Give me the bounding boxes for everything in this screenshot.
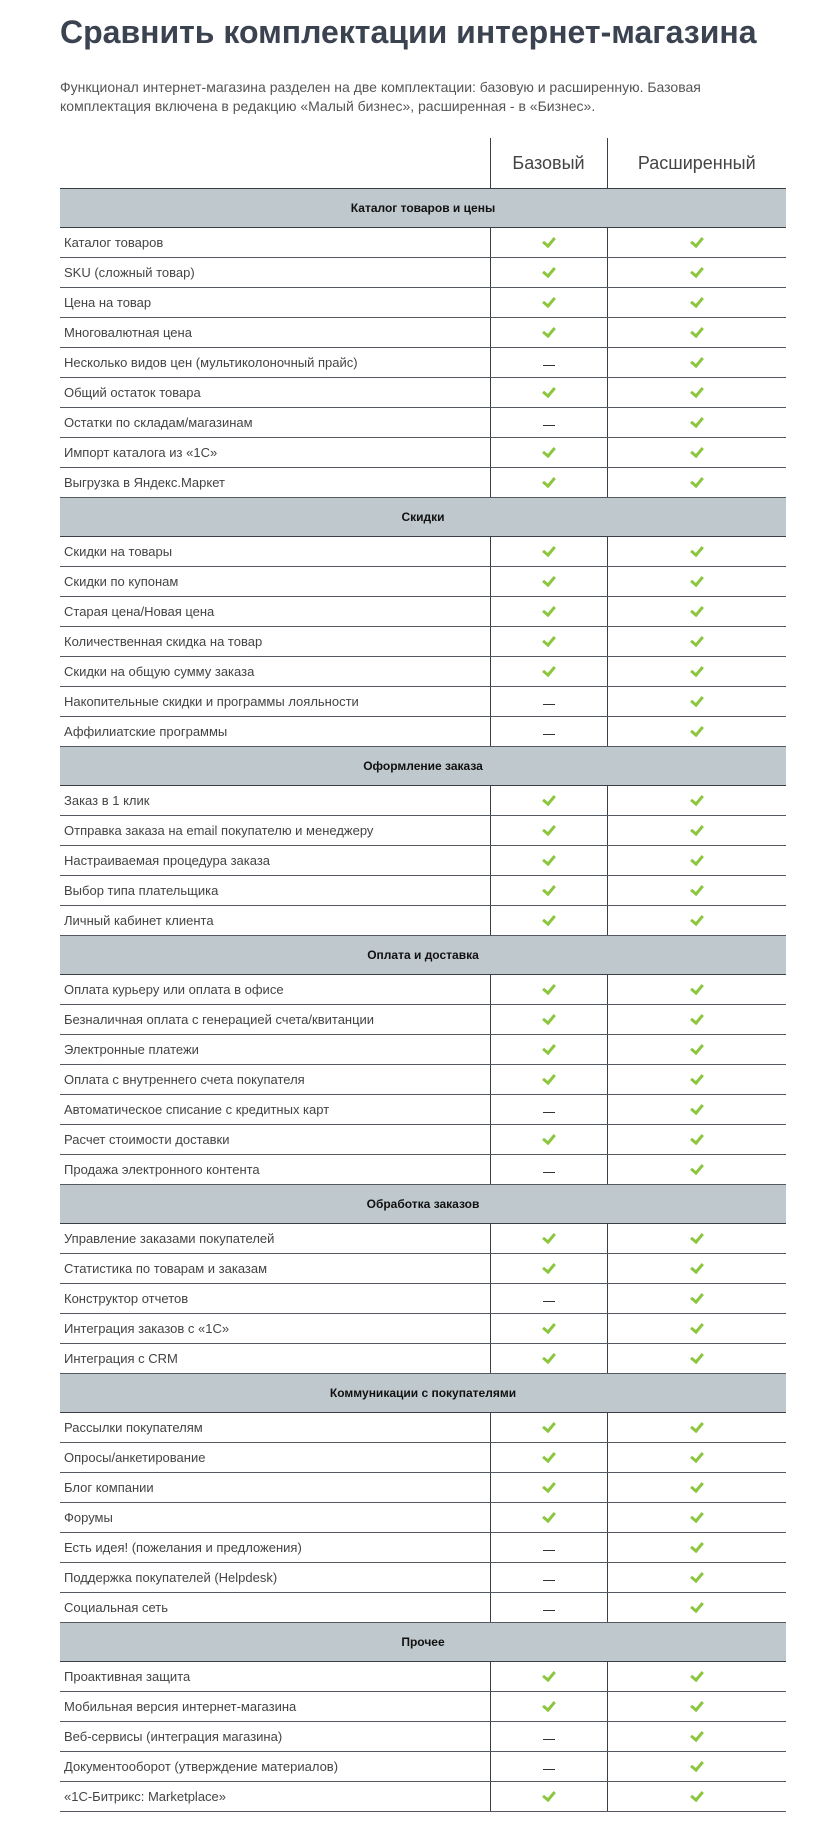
checkmark-icon bbox=[690, 294, 704, 308]
extended-value-cell bbox=[607, 1722, 786, 1752]
feature-name: Статистика по товарам и заказам bbox=[60, 1254, 490, 1284]
extended-value-cell bbox=[607, 567, 786, 597]
base-value-cell bbox=[490, 1314, 607, 1344]
section-title: Обработка заказов bbox=[60, 1185, 786, 1224]
feature-name: Расчет стоимости доставки bbox=[60, 1125, 490, 1155]
base-value-cell bbox=[490, 537, 607, 567]
extended-value-cell bbox=[607, 597, 786, 627]
base-value-cell bbox=[490, 1344, 607, 1374]
section-header-row bbox=[60, 498, 786, 537]
feature-name: Безналичная оплата с генерацией счета/квитанции bbox=[60, 1005, 490, 1035]
checkmark-icon bbox=[542, 573, 556, 587]
checkmark-icon bbox=[690, 792, 704, 806]
base-value-cell bbox=[490, 468, 607, 498]
table-row bbox=[60, 1413, 786, 1443]
dash-icon bbox=[543, 1739, 555, 1740]
feature-name: Заказ в 1 клик bbox=[60, 786, 490, 816]
feature-name: Есть идея! (пожелания и предложения) bbox=[60, 1533, 490, 1563]
table-row bbox=[60, 846, 786, 876]
dash-icon bbox=[543, 1550, 555, 1551]
checkmark-icon bbox=[542, 1449, 556, 1463]
feature-name: «1С-Битрикс: Marketplace» bbox=[60, 1782, 490, 1812]
section-title: Коммуникации с покупателями bbox=[60, 1374, 786, 1413]
checkmark-icon bbox=[690, 693, 704, 707]
base-value-cell bbox=[490, 348, 607, 378]
extended-value-cell bbox=[607, 1533, 786, 1563]
checkmark-icon bbox=[690, 1320, 704, 1334]
checkmark-icon bbox=[690, 354, 704, 368]
section-header-row bbox=[60, 189, 786, 228]
base-value-cell bbox=[490, 438, 607, 468]
extended-value-cell bbox=[607, 1224, 786, 1254]
base-value-cell bbox=[490, 816, 607, 846]
table-row bbox=[60, 1344, 786, 1374]
table-row bbox=[60, 1533, 786, 1563]
dash-icon bbox=[543, 1112, 555, 1113]
base-value-cell bbox=[490, 1473, 607, 1503]
checkmark-icon bbox=[690, 1449, 704, 1463]
extended-value-cell bbox=[607, 1125, 786, 1155]
table-row bbox=[60, 1503, 786, 1533]
checkmark-icon bbox=[542, 1320, 556, 1334]
feature-name: Отправка заказа на email покупателю и менеджеру bbox=[60, 816, 490, 846]
extended-value-cell bbox=[607, 1095, 786, 1125]
checkmark-icon bbox=[690, 1668, 704, 1682]
dash-icon bbox=[543, 365, 555, 366]
feature-name: Количественная скидка на товар bbox=[60, 627, 490, 657]
section-title: Каталог товаров и цены bbox=[60, 189, 786, 228]
base-value-cell bbox=[490, 1533, 607, 1563]
checkmark-icon bbox=[542, 1509, 556, 1523]
extended-value-cell bbox=[607, 1782, 786, 1812]
base-value-cell bbox=[490, 1005, 607, 1035]
extended-value-cell bbox=[607, 627, 786, 657]
base-value-cell bbox=[490, 1503, 607, 1533]
section-header-row bbox=[60, 1374, 786, 1413]
feature-name: Продажа электронного контента bbox=[60, 1155, 490, 1185]
extended-value-cell bbox=[607, 1065, 786, 1095]
table-row bbox=[60, 876, 786, 906]
feature-name: Проактивная защита bbox=[60, 1662, 490, 1692]
section-header-row bbox=[60, 1185, 786, 1224]
feature-name: Скидки на товары bbox=[60, 537, 490, 567]
checkmark-icon bbox=[542, 1260, 556, 1274]
table-row bbox=[60, 1443, 786, 1473]
table-row bbox=[60, 567, 786, 597]
extended-value-cell bbox=[607, 378, 786, 408]
checkmark-icon bbox=[542, 384, 556, 398]
base-value-cell bbox=[490, 627, 607, 657]
dash-icon bbox=[543, 734, 555, 735]
checkmark-icon bbox=[690, 633, 704, 647]
checkmark-icon bbox=[542, 1668, 556, 1682]
checkmark-icon bbox=[542, 264, 556, 278]
feature-name: Электронные платежи bbox=[60, 1035, 490, 1065]
base-value-cell bbox=[490, 288, 607, 318]
feature-name: Выгрузка в Яндекс.Маркет bbox=[60, 468, 490, 498]
checkmark-icon bbox=[690, 723, 704, 737]
checkmark-icon bbox=[690, 1230, 704, 1244]
checkmark-icon bbox=[690, 1041, 704, 1055]
base-value-cell bbox=[490, 687, 607, 717]
base-value-cell bbox=[490, 567, 607, 597]
table-row bbox=[60, 1224, 786, 1254]
checkmark-icon bbox=[690, 603, 704, 617]
extended-value-cell bbox=[607, 846, 786, 876]
feature-name: Документооборот (утверждение материалов) bbox=[60, 1752, 490, 1782]
table-row bbox=[60, 537, 786, 567]
table-row bbox=[60, 1035, 786, 1065]
checkmark-icon bbox=[542, 1041, 556, 1055]
checkmark-icon bbox=[542, 1788, 556, 1802]
extended-value-cell bbox=[607, 687, 786, 717]
table-row bbox=[60, 1155, 786, 1185]
section-title: Прочее bbox=[60, 1623, 786, 1662]
extended-value-cell bbox=[607, 1752, 786, 1782]
feature-name: Форумы bbox=[60, 1503, 490, 1533]
section-header-row bbox=[60, 1623, 786, 1662]
feature-name: Скидки на общую сумму заказа bbox=[60, 657, 490, 687]
base-value-cell bbox=[490, 1095, 607, 1125]
section-title: Оформление заказа bbox=[60, 747, 786, 786]
feature-name: Интеграция с CRM bbox=[60, 1344, 490, 1374]
checkmark-icon bbox=[690, 1290, 704, 1304]
base-value-cell bbox=[490, 597, 607, 627]
table-row bbox=[60, 1284, 786, 1314]
checkmark-icon bbox=[690, 324, 704, 338]
base-value-cell bbox=[490, 1413, 607, 1443]
extended-value-cell bbox=[607, 1344, 786, 1374]
table-row bbox=[60, 657, 786, 687]
base-value-cell bbox=[490, 1065, 607, 1095]
extended-value-cell bbox=[607, 258, 786, 288]
table-row bbox=[60, 1782, 786, 1812]
checkmark-icon bbox=[542, 633, 556, 647]
table-row bbox=[60, 906, 786, 936]
checkmark-icon bbox=[690, 264, 704, 278]
feature-name: Автоматическое списание с кредитных карт bbox=[60, 1095, 490, 1125]
table-row bbox=[60, 288, 786, 318]
extended-value-cell bbox=[607, 318, 786, 348]
base-value-cell bbox=[490, 906, 607, 936]
section-title: Скидки bbox=[60, 498, 786, 537]
base-value-cell bbox=[490, 1593, 607, 1623]
base-value-cell bbox=[490, 846, 607, 876]
extended-value-cell bbox=[607, 1503, 786, 1533]
base-value-cell bbox=[490, 378, 607, 408]
checkmark-icon bbox=[542, 1071, 556, 1085]
checkmark-icon bbox=[542, 1131, 556, 1145]
checkmark-icon bbox=[542, 1698, 556, 1712]
checkmark-icon bbox=[690, 414, 704, 428]
feature-name: Общий остаток товара bbox=[60, 378, 490, 408]
feature-name: Веб-сервисы (интеграция магазина) bbox=[60, 1722, 490, 1752]
base-value-cell bbox=[490, 1443, 607, 1473]
checkmark-icon bbox=[542, 474, 556, 488]
feature-name: Блог компании bbox=[60, 1473, 490, 1503]
checkmark-icon bbox=[690, 1539, 704, 1553]
table-row bbox=[60, 1254, 786, 1284]
base-value-cell bbox=[490, 318, 607, 348]
extended-value-cell bbox=[607, 1284, 786, 1314]
checkmark-icon bbox=[542, 1479, 556, 1493]
base-value-cell bbox=[490, 1722, 607, 1752]
base-value-cell bbox=[490, 1662, 607, 1692]
extended-value-cell bbox=[607, 1005, 786, 1035]
table-row bbox=[60, 627, 786, 657]
checkmark-icon bbox=[690, 573, 704, 587]
extended-value-cell bbox=[607, 537, 786, 567]
table-row bbox=[60, 258, 786, 288]
checkmark-icon bbox=[542, 234, 556, 248]
feature-name: Накопительные скидки и программы лояльности bbox=[60, 687, 490, 717]
table-row bbox=[60, 468, 786, 498]
feature-name: Поддержка покупателей (Helpdesk) bbox=[60, 1563, 490, 1593]
base-value-cell bbox=[490, 1563, 607, 1593]
dash-icon bbox=[543, 704, 555, 705]
checkmark-icon bbox=[690, 474, 704, 488]
table-row bbox=[60, 1563, 786, 1593]
checkmark-icon bbox=[690, 852, 704, 866]
base-value-cell bbox=[490, 717, 607, 747]
table-row bbox=[60, 438, 786, 468]
checkmark-icon bbox=[542, 663, 556, 677]
feature-name: Выбор типа плательщика bbox=[60, 876, 490, 906]
header-extended-column: Расширенный bbox=[607, 138, 786, 189]
feature-name: Социальная сеть bbox=[60, 1593, 490, 1623]
checkmark-icon bbox=[690, 444, 704, 458]
extended-value-cell bbox=[607, 657, 786, 687]
checkmark-icon bbox=[690, 543, 704, 557]
table-row bbox=[60, 378, 786, 408]
table-row bbox=[60, 1125, 786, 1155]
header-base-column: Базовый bbox=[490, 138, 607, 189]
table-row bbox=[60, 786, 786, 816]
checkmark-icon bbox=[690, 1419, 704, 1433]
base-value-cell bbox=[490, 975, 607, 1005]
intro-text: Функционал интернет-магазина разделен на две комплектации: базовую и расширенную. Базовая комплектация включена в редакцию «Малый бизнес», расширенная - в «Бизнес». bbox=[60, 79, 701, 114]
checkmark-icon bbox=[542, 543, 556, 557]
feature-name: Оплата с внутреннего счета покупателя bbox=[60, 1065, 490, 1095]
checkmark-icon bbox=[690, 1599, 704, 1613]
extended-value-cell bbox=[607, 816, 786, 846]
extended-value-cell bbox=[607, 408, 786, 438]
checkmark-icon bbox=[690, 981, 704, 995]
extended-value-cell bbox=[607, 717, 786, 747]
extended-value-cell bbox=[607, 1662, 786, 1692]
feature-name: Личный кабинет клиента bbox=[60, 906, 490, 936]
table-row bbox=[60, 228, 786, 258]
base-value-cell bbox=[490, 1224, 607, 1254]
feature-name: Управление заказами покупателей bbox=[60, 1224, 490, 1254]
extended-value-cell bbox=[607, 906, 786, 936]
base-value-cell bbox=[490, 408, 607, 438]
header-feature-cell bbox=[60, 138, 490, 189]
extended-value-cell bbox=[607, 1413, 786, 1443]
base-value-cell bbox=[490, 258, 607, 288]
extended-value-cell bbox=[607, 1443, 786, 1473]
checkmark-icon bbox=[542, 603, 556, 617]
table-row bbox=[60, 1473, 786, 1503]
checkmark-icon bbox=[690, 1728, 704, 1742]
base-value-cell bbox=[490, 1155, 607, 1185]
checkmark-icon bbox=[690, 1350, 704, 1364]
extended-value-cell bbox=[607, 876, 786, 906]
checkmark-icon bbox=[542, 444, 556, 458]
checkmark-icon bbox=[542, 294, 556, 308]
extended-value-cell bbox=[607, 228, 786, 258]
checkmark-icon bbox=[690, 1071, 704, 1085]
checkmark-icon bbox=[690, 384, 704, 398]
dash-icon bbox=[543, 1769, 555, 1770]
extended-value-cell bbox=[607, 438, 786, 468]
checkmark-icon bbox=[690, 234, 704, 248]
checkmark-icon bbox=[690, 1011, 704, 1025]
base-value-cell bbox=[490, 657, 607, 687]
checkmark-icon bbox=[690, 1101, 704, 1115]
checkmark-icon bbox=[542, 852, 556, 866]
table-body bbox=[60, 189, 786, 1812]
checkmark-icon bbox=[690, 1509, 704, 1523]
feature-name: Импорт каталога из «1С» bbox=[60, 438, 490, 468]
feature-name: Оплата курьеру или оплата в офисе bbox=[60, 975, 490, 1005]
extended-value-cell bbox=[607, 1035, 786, 1065]
base-value-cell bbox=[490, 1035, 607, 1065]
checkmark-icon bbox=[690, 663, 704, 677]
table-row bbox=[60, 816, 786, 846]
base-value-cell bbox=[490, 1284, 607, 1314]
checkmark-icon bbox=[542, 822, 556, 836]
checkmark-icon bbox=[690, 1260, 704, 1274]
table-row bbox=[60, 1005, 786, 1035]
table-row bbox=[60, 1593, 786, 1623]
checkmark-icon bbox=[542, 912, 556, 926]
feature-name: Настраиваемая процедура заказа bbox=[60, 846, 490, 876]
feature-name: Каталог товаров bbox=[60, 228, 490, 258]
checkmark-icon bbox=[542, 1350, 556, 1364]
checkmark-icon bbox=[690, 882, 704, 896]
extended-value-cell bbox=[607, 1314, 786, 1344]
table-row bbox=[60, 1662, 786, 1692]
dash-icon bbox=[543, 1610, 555, 1611]
feature-name: Конструктор отчетов bbox=[60, 1284, 490, 1314]
checkmark-icon bbox=[542, 1011, 556, 1025]
page-title: Сравнить комплектации интернет-магазина bbox=[60, 14, 757, 50]
base-value-cell bbox=[490, 1782, 607, 1812]
checkmark-icon bbox=[542, 792, 556, 806]
base-value-cell bbox=[490, 786, 607, 816]
feature-name: Остатки по складам/магазинам bbox=[60, 408, 490, 438]
base-value-cell bbox=[490, 876, 607, 906]
table-row bbox=[60, 597, 786, 627]
checkmark-icon bbox=[690, 1788, 704, 1802]
extended-value-cell bbox=[607, 468, 786, 498]
table-row bbox=[60, 1692, 786, 1722]
checkmark-icon bbox=[542, 882, 556, 896]
base-value-cell bbox=[490, 1752, 607, 1782]
feature-name: Несколько видов цен (мультиколоночный прайс) bbox=[60, 348, 490, 378]
base-value-cell bbox=[490, 1254, 607, 1284]
table-row bbox=[60, 1065, 786, 1095]
base-value-cell bbox=[490, 1692, 607, 1722]
table-header-row bbox=[60, 138, 786, 189]
extended-value-cell bbox=[607, 348, 786, 378]
table-row bbox=[60, 318, 786, 348]
feature-name: Интеграция заказов с «1С» bbox=[60, 1314, 490, 1344]
section-header-row bbox=[60, 936, 786, 975]
checkmark-icon bbox=[690, 822, 704, 836]
feature-name: Аффилиатские программы bbox=[60, 717, 490, 747]
feature-name: Рассылки покупателям bbox=[60, 1413, 490, 1443]
checkmark-icon bbox=[690, 1698, 704, 1712]
dash-icon bbox=[543, 425, 555, 426]
section-title: Оплата и доставка bbox=[60, 936, 786, 975]
checkmark-icon bbox=[542, 324, 556, 338]
table-row bbox=[60, 348, 786, 378]
table-row bbox=[60, 408, 786, 438]
extended-value-cell bbox=[607, 1473, 786, 1503]
checkmark-icon bbox=[542, 1419, 556, 1433]
extended-value-cell bbox=[607, 975, 786, 1005]
feature-name: Опросы/анкетирование bbox=[60, 1443, 490, 1473]
checkmark-icon bbox=[690, 1569, 704, 1583]
base-value-cell bbox=[490, 228, 607, 258]
extended-value-cell bbox=[607, 288, 786, 318]
feature-name: Многовалютная цена bbox=[60, 318, 490, 348]
feature-name: Старая цена/Новая цена bbox=[60, 597, 490, 627]
checkmark-icon bbox=[690, 912, 704, 926]
extended-value-cell bbox=[607, 1155, 786, 1185]
checkmark-icon bbox=[542, 981, 556, 995]
dash-icon bbox=[543, 1580, 555, 1581]
section-header-row bbox=[60, 747, 786, 786]
feature-name: Цена на товар bbox=[60, 288, 490, 318]
table-row bbox=[60, 1095, 786, 1125]
dash-icon bbox=[543, 1301, 555, 1302]
checkmark-icon bbox=[542, 1230, 556, 1244]
extended-value-cell bbox=[607, 1254, 786, 1284]
feature-name: Скидки по купонам bbox=[60, 567, 490, 597]
checkmark-icon bbox=[690, 1161, 704, 1175]
dash-icon bbox=[543, 1172, 555, 1173]
extended-value-cell bbox=[607, 1563, 786, 1593]
table-row bbox=[60, 1752, 786, 1782]
feature-name: SKU (сложный товар) bbox=[60, 258, 490, 288]
checkmark-icon bbox=[690, 1131, 704, 1145]
extended-value-cell bbox=[607, 1692, 786, 1722]
table-row bbox=[60, 975, 786, 1005]
feature-name: Мобильная версия интернет-магазина bbox=[60, 1692, 490, 1722]
table-row bbox=[60, 717, 786, 747]
table-row bbox=[60, 687, 786, 717]
table-row bbox=[60, 1314, 786, 1344]
checkmark-icon bbox=[690, 1479, 704, 1493]
extended-value-cell bbox=[607, 1593, 786, 1623]
comparison-table bbox=[60, 138, 786, 1812]
checkmark-icon bbox=[690, 1758, 704, 1772]
table-row bbox=[60, 1722, 786, 1752]
extended-value-cell bbox=[607, 786, 786, 816]
base-value-cell bbox=[490, 1125, 607, 1155]
